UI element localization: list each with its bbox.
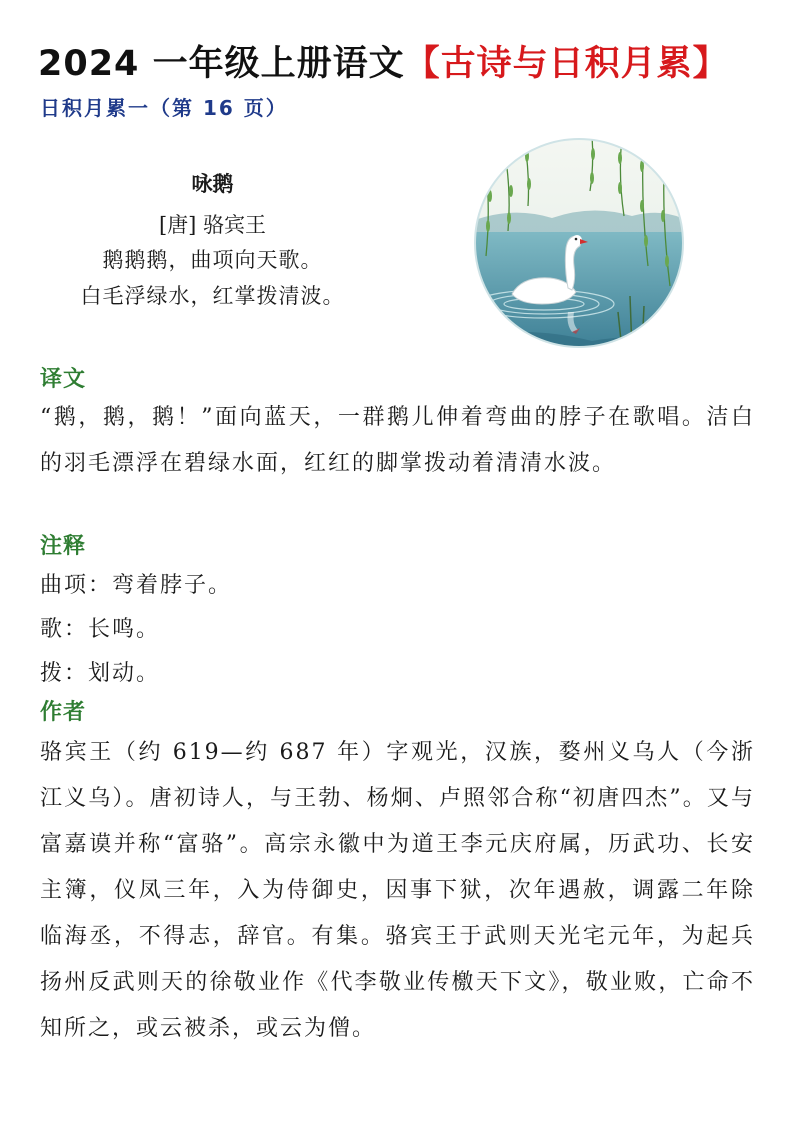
note-item: 曲项：弯着脖子。 bbox=[40, 573, 233, 598]
poem-author: [唐] 骆宾王 bbox=[158, 213, 267, 237]
note-item: 歌：长鸣。 bbox=[40, 617, 161, 642]
note-item: 拨：划动。 bbox=[40, 661, 161, 686]
poem-block bbox=[40, 168, 385, 314]
author-heading: 作者 bbox=[40, 700, 87, 725]
page-subtitle: 日积月累一（第 16 页） bbox=[40, 96, 288, 120]
title-highlight: 【古诗与日积月累】 bbox=[404, 44, 729, 84]
author-text: 骆宾王（约 619—约 687 年）字观光，汉族，婺州义乌人（今浙江义乌）。唐初诗人，与王勃、杨炯、卢照邻合称“初唐四杰”。又与富嘉谟并称“富骆”。高宗永徽中为道王李元庆府属，历武功、长安主簿，仪凤三年，入为侍御史，因事下狱，次年遇赦，调露二年除临海丞，不得志，辞官。有集。骆宾王于武则天光宅元年，为起兵扬州反武则天的徐敬业作《代李敬业传檄天下文》，敬业败，亡命不知所之，或云被杀，或云为僧。 bbox=[40, 740, 755, 1041]
poem-title: 咏鹅 bbox=[191, 171, 234, 196]
poem-line: 白毛浮绿水，红掌拨清波。 bbox=[80, 284, 345, 308]
poem-line: 鹅鹅鹅，曲项向天歌。 bbox=[102, 248, 323, 272]
page-title bbox=[38, 36, 729, 86]
translation-heading: 译文 bbox=[40, 367, 87, 392]
title-main: 2024 一年级上册语文 bbox=[38, 44, 405, 84]
swan-illustration bbox=[472, 136, 686, 350]
translation-text: “鹅，鹅，鹅！”面向蓝天，一群鹅儿伸着弯曲的脖子在歌唱。洁白的羽毛漂浮在碧绿水面，红红的脚掌拨动着清清水波。 bbox=[40, 405, 755, 476]
notes-heading: 注释 bbox=[40, 534, 87, 559]
